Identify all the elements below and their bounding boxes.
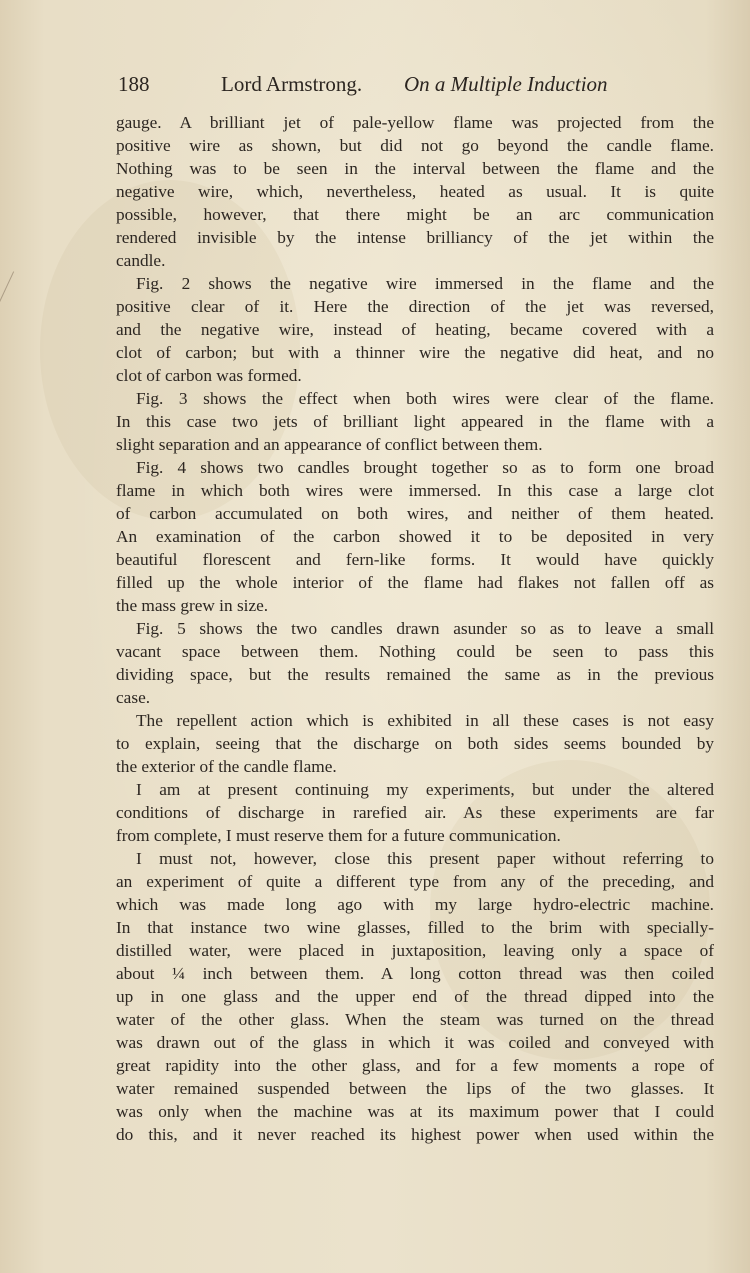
text-line: slight separation and an appearance of conflict between them.: [116, 435, 543, 454]
text-line: An examination of the carbon showed it to be deposited in very: [116, 527, 714, 546]
text-line: from complete, I must reserve them for a future communication.: [116, 826, 561, 845]
text-line: was drawn out of the glass in which it was coiled and conveyed with: [116, 1033, 714, 1052]
text-line: the mass grew in size.: [116, 596, 269, 615]
text-line: beautiful florescent and fern-like forms. It would have quickly: [116, 550, 714, 569]
text-line: about ¼ inch between them. A long cotton thread was then coiled: [116, 964, 714, 983]
text-line: clot of carbon; but with a thinner wire the negative did heat, and no: [116, 343, 714, 362]
text-line: I am at present continuing my experiments, but under the altered: [136, 780, 714, 799]
text-line: Fig. 4 shows two candles brought together so as to form one broad: [136, 458, 714, 477]
text-line: rendered invisible by the intense brilliancy of the jet within the: [116, 228, 714, 247]
text-line: Fig. 3 shows the effect when both wires were clear of the flame.: [136, 389, 714, 408]
text-line: Nothing was to be seen in the interval between the flame and the: [116, 159, 714, 178]
text-line: the exterior of the candle flame.: [116, 757, 337, 776]
text-line: vacant space between them. Nothing could be seen to pass this: [116, 642, 714, 661]
body-text: [116, 111, 714, 1146]
margin-pencil-mark: [0, 271, 14, 302]
running-title: On a Multiple Induction: [404, 72, 608, 96]
text-line: In that instance two wine glasses, filled to the brim with specially-: [116, 918, 714, 937]
text-line: candle.: [116, 251, 166, 270]
text-line: and the negative wire, instead of heating, became covered with a: [116, 320, 714, 339]
text-line: flame in which both wires were immersed. In this case a large clot: [116, 481, 714, 500]
text-line: In this case two jets of brilliant light appeared in the flame with a: [116, 412, 714, 431]
text-line: which was made long ago with my large hydro-electric machine.: [116, 895, 714, 914]
text-line: great rapidity into the other glass, and for a few moments a rope of: [116, 1056, 714, 1075]
text-line: possible, however, that there might be an arc communication: [116, 205, 714, 224]
text-line: water of the other glass. When the steam was turned on the thread: [116, 1010, 714, 1029]
text-line: was only when the machine was at its maximum power that I could: [116, 1102, 714, 1121]
running-header: [118, 70, 718, 100]
text-line: water remained suspended between the lips of the two glasses. It: [116, 1079, 714, 1098]
text-line: filled up the whole interior of the flame had flakes not fallen off as: [116, 573, 714, 592]
text-line: distilled water, were placed in juxtaposition, leaving only a space of: [116, 941, 714, 960]
text-line: dividing space, but the results remained the same as in the previous: [116, 665, 714, 684]
text-line: clot of carbon was formed.: [116, 366, 302, 385]
text-line: I must not, however, close this present paper without referring to: [136, 849, 714, 868]
text-line: case.: [116, 688, 151, 707]
text-line: Fig. 5 shows the two candles drawn asunder so as to leave a small: [136, 619, 714, 638]
text-line: positive clear of it. Here the direction of the jet was reversed,: [116, 297, 714, 316]
text-line: up in one glass and the upper end of the thread dipped into the: [116, 987, 714, 1006]
text-line: positive wire as shown, but did not go beyond the candle flame.: [116, 136, 714, 155]
text-line: negative wire, which, nevertheless, heated as usual. It is quite: [116, 182, 714, 201]
text-line: The repellent action which is exhibited in all these cases is not easy: [136, 711, 714, 730]
running-author: Lord Armstrong.: [221, 72, 363, 96]
text-line: do this, and it never reached its highest power when used within the: [116, 1125, 714, 1144]
text-line: gauge. A brilliant jet of pale-yellow flame was projected from the: [116, 113, 714, 132]
page-number: 188: [118, 72, 150, 96]
text-line: conditions of discharge in rarefied air. As these experiments are far: [116, 803, 714, 822]
text-line: an experiment of quite a different type from any of the preceding, and: [116, 872, 714, 891]
text-line: Fig. 2 shows the negative wire immersed in the flame and the: [136, 274, 714, 293]
text-line: to explain, seeing that the discharge on both sides seems bounded by: [116, 734, 714, 753]
text-line: of carbon accumulated on both wires, and neither of them heated.: [116, 504, 714, 523]
